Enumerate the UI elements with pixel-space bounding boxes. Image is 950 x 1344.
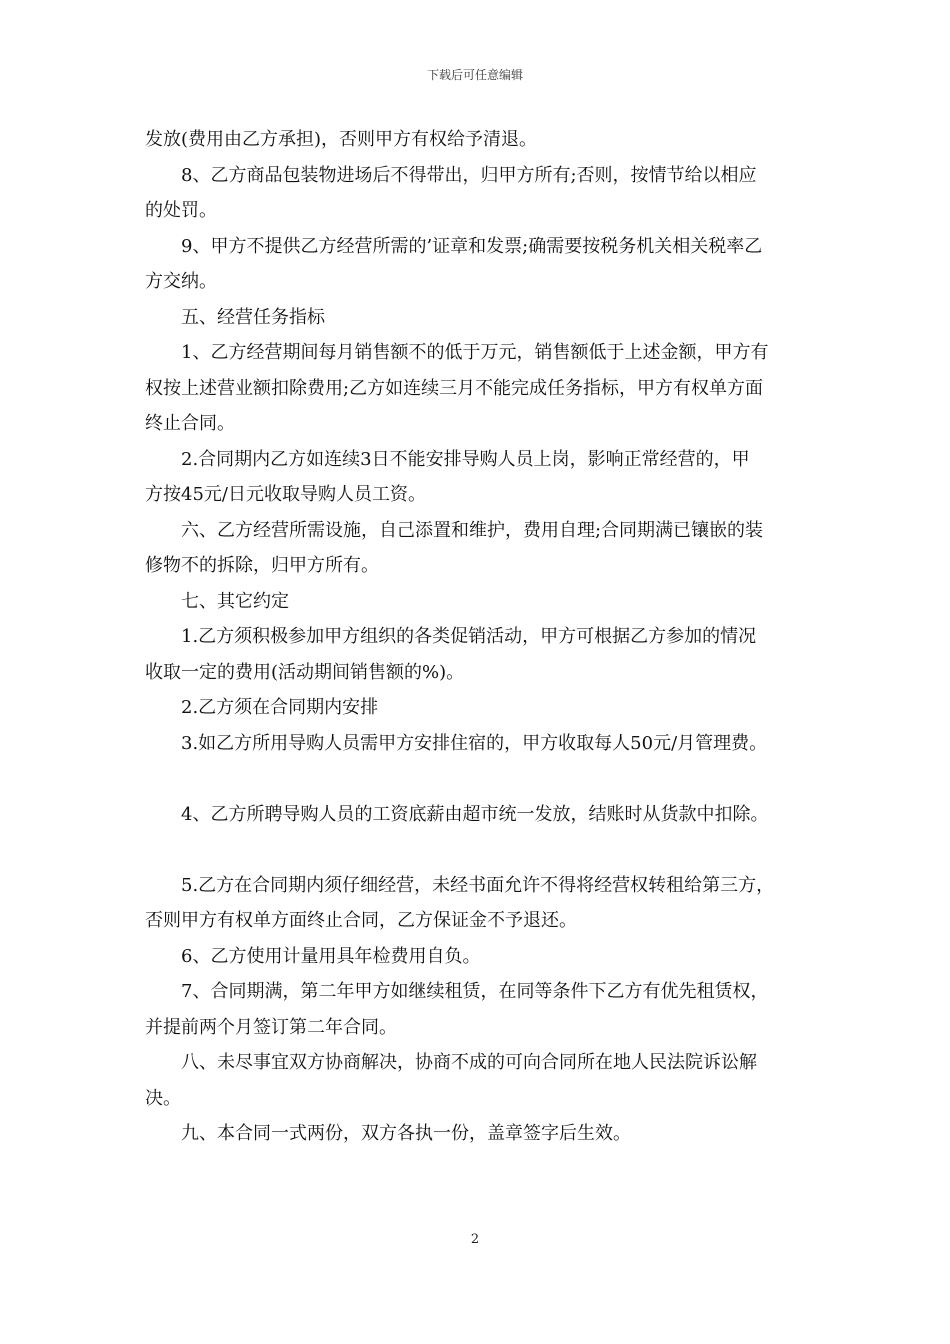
page-number: 2 (470, 1232, 480, 1247)
text-line: 5.乙方在合同期内须仔细经营，未经书面允许不得将经营权转租给第三方， (181, 874, 775, 896)
text-line: 1、乙方经营期间每月销售额不的低于万元，销售额低于上述金额，甲方有 (181, 342, 769, 363)
text-line: 权按上述营业额扣除费用;乙方如连续三月不能完成任务指标，甲方有权单方面 (145, 377, 764, 399)
text-line: 3.如乙方所用导购人员需甲方安排住宿的，甲方收取每人50元/月管理费。 (181, 732, 768, 754)
text-line: 六、乙方经营所需设施，自己添置和维护，费用自理;合同期满已镶嵌的装 (181, 519, 764, 541)
text-line: 2.合同期内乙方如连续3日不能安排导购人员上岗，影响正常经营的，甲 (181, 448, 750, 470)
section-heading: 九、本合同一式两份，双方各执一份，盖章签字后生效。 (181, 1123, 631, 1144)
text-line: 方按45元/日元收取导购人员工资。 (145, 484, 426, 505)
document-body (145, 122, 825, 1152)
text-line: 终止合同。 (145, 413, 235, 434)
text-line: 7、合同期满，第二年甲方如继续租赁，在同等条件下乙方有优先租赁权， (181, 981, 769, 1002)
text-line: 的处罚。 (145, 200, 217, 221)
section-heading: 七、其它约定 (181, 590, 289, 612)
text-line: 8、乙方商品包装物进场后不得带出，归甲方所有;否则，按情节给以相应 (181, 164, 757, 186)
text-line: 1.乙方须积极参加甲方组织的各类促销活动，甲方可根据乙方参加的情况 (181, 626, 757, 647)
text-line: 收取一定的费用(活动期间销售额的%)。 (145, 661, 465, 683)
text-line: 9、甲方不提供乙方经营所需的’证章和发票;确需要按税务机关相关税率乙 (181, 235, 763, 257)
blank-line (145, 761, 825, 797)
text-line: 否则甲方有权单方面终止合同，乙方保证金不予退还。 (145, 910, 577, 931)
text-line: 发放(费用由乙方承担)，否则甲方有权给予清退。 (145, 129, 538, 150)
text-line: 方交纳。 (145, 271, 217, 292)
text-line: 2.乙方须在合同期内安排 (181, 697, 379, 718)
text-line: 决。 (145, 1087, 181, 1109)
section-heading: 八、未尽事宜双方协商解决，协商不成的可向合同所在地人民法院诉讼解 (181, 1052, 757, 1073)
text-line: 4、乙方所聘导购人员的工资底薪由超市统一发放，结账时从货款中扣除。 (181, 803, 769, 825)
text-line: 6、乙方使用计量用具年检费用自负。 (181, 945, 481, 967)
text-line: 修物不的拆除，归甲方所有。 (145, 555, 379, 576)
blank-line (145, 832, 825, 868)
text-line: 并提前两个月签订第二年合同。 (145, 1016, 397, 1038)
section-heading: 五、经营任务指标 (181, 306, 325, 328)
page-header-note: 下载后可任意编辑 (426, 68, 523, 82)
